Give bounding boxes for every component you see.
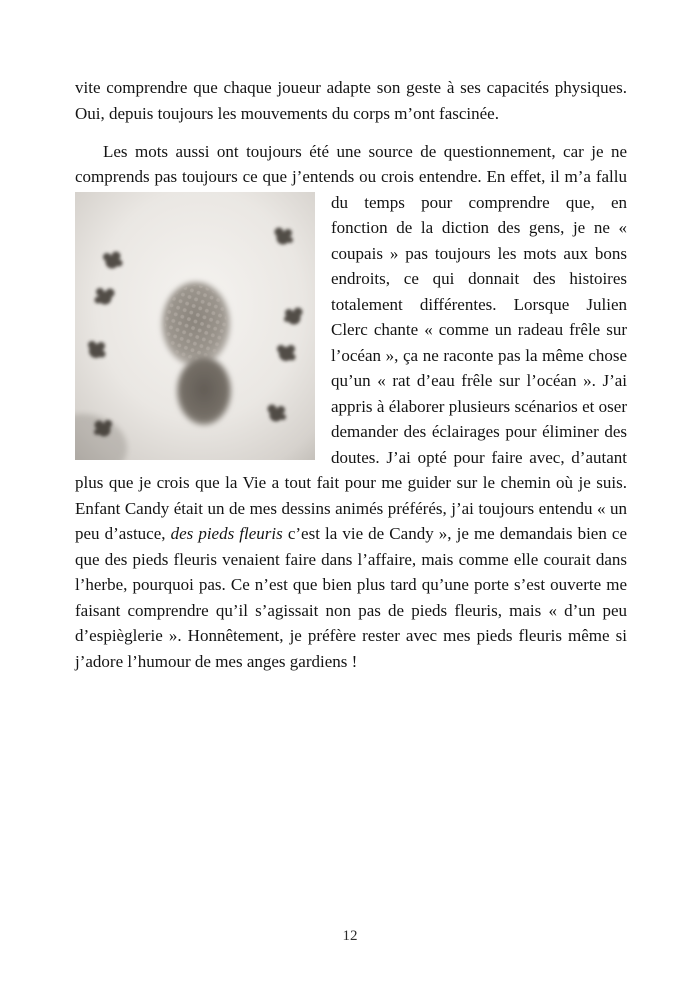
paragraph-2 bbox=[75, 139, 627, 675]
paragraph-2-text-a: Les mots aussi ont toujours été une source de questionnement, car je ne comprends pas toujours ce que j’entends ou crois entendre. En effet, il bbox=[75, 141, 627, 186]
paragraph-2-italic-phrase: des pieds fleuris bbox=[170, 524, 283, 543]
paragraph-2-text-c: c’est la vie de Candy », je me demandais bien ce que des pieds fleuris venaient faire dans l’affaire, mais comme elle courait dans l’herbe, pourquoi pas. Ce n’est que bien plus tard qu’une porte s’est ouverte me faisant comprendre qu’il s’agissait non pas de pieds fleuris, mais « d’un peu d’espièglerie ». Honnêtement, je préfère rester avec mes pieds fleuris même si j’adore l’humour de mes anges gardiens ! bbox=[75, 524, 628, 671]
footprints-photo bbox=[75, 192, 315, 460]
page-number: 12 bbox=[342, 927, 358, 944]
footprints-photo-image bbox=[75, 192, 315, 460]
paragraph-2-text-b: m’a fallu du temps pour comprendre que, en fonction de la diction des gens, je ne « coupais » pas toujours les mots aux bons endroits, ce qui donnait des histoires totalement différentes. Lorsque Julien Clerc chante « comme un radeau frêle sur l’océan », ça ne raconte pas la même chose qu’un « rat d’eau frêle sur l’océan ». J’ai appris à élaborer plusieurs scénarios et oser demander des éclairages pour éliminer des doutes. J’ai opté pour faire avec, d’autant plus que je crois que la Vie a tout fait pour me guider sur le chemin où je suis. Enfant Candy était un de mes dessins animés préférés, j’ai toujours entendu « un peu d’astuce, bbox=[75, 167, 627, 543]
paragraph-1: vite comprendre que chaque joueur adapte son geste à ses capacités physiques. Oui, depuis toujours les mouvements du corps m’ont fascinée. bbox=[75, 78, 627, 123]
